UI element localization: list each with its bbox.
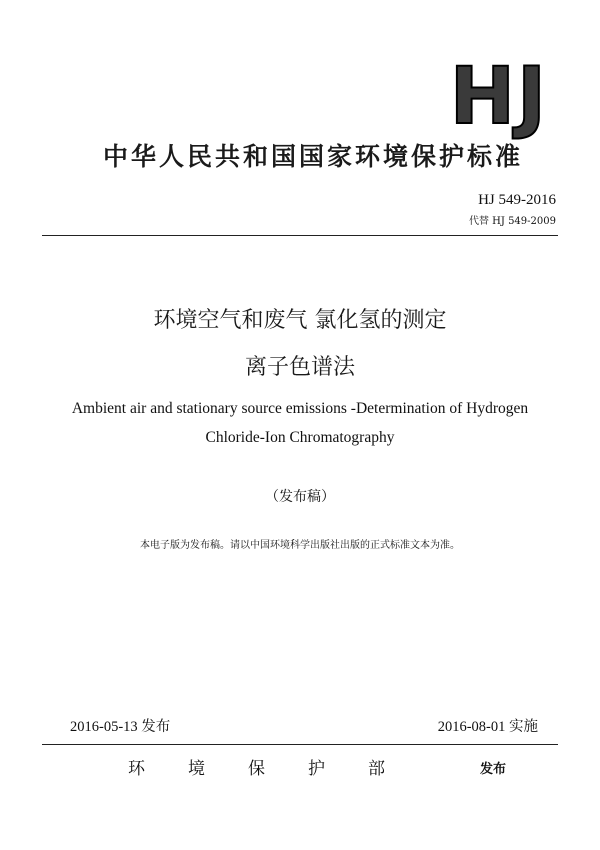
document-stage: （发布稿） xyxy=(265,489,335,505)
replaces-standard: 代替 HJ 549-2009 xyxy=(468,216,556,227)
implementation-date: 2016-08-01 实施 xyxy=(437,719,538,735)
bottom-divider xyxy=(42,744,558,745)
issued-label: 发布 xyxy=(480,762,507,777)
edition-note: 本电子版为发布稿。请以中国环境科学出版社出版的正式标准文本为准。 xyxy=(140,540,460,551)
title-cn-line1: 环境空气和废气 氯化氢的测定 xyxy=(153,308,447,333)
hj-logo: HJ xyxy=(449,52,548,142)
issuing-authority: 环境保护部 xyxy=(128,759,428,779)
title-en-line2: Chloride-Ion Chromatography xyxy=(205,429,395,446)
title-en-line1: Ambient air and stationary source emissions -Determination of Hydrogen xyxy=(71,400,529,417)
standard-body-title: 中华人民共和国国家环境保护标准 xyxy=(102,142,523,171)
issue-date: 2016-05-13 发布 xyxy=(70,719,171,735)
top-divider xyxy=(42,235,558,236)
standard-number: HJ 549-2016 xyxy=(478,192,556,208)
title-cn-line2: 离子色谱法 xyxy=(244,355,355,380)
